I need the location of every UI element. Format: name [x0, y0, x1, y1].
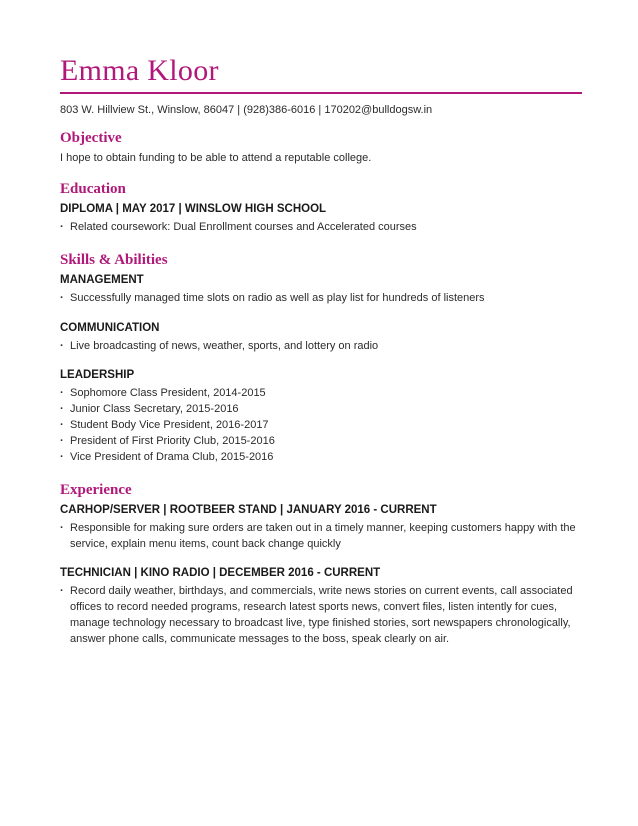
- list-item: · Responsible for making sure orders are taken out in a timely manner, keeping customers happy with the service, explain menu items, count back change quickly: [60, 520, 582, 552]
- list-item: · Successfully managed time slots on radio as well as play list for hundreds of listeners: [60, 290, 582, 306]
- objective-text: I hope to obtain funding to be able to attend a reputable college.: [60, 152, 372, 164]
- skill-bullets-communication: [60, 338, 582, 354]
- job-bullets-carhop: [60, 520, 582, 552]
- resume-page: [60, 50, 582, 647]
- objective-heading: Objective: [60, 130, 122, 146]
- skill-bullets-management: [60, 290, 582, 306]
- education-section: [60, 180, 582, 235]
- list-item: · Related coursework: Dual Enrollment courses and Accelerated courses: [60, 219, 582, 235]
- list-item: · President of First Priority Club, 2015-2016: [60, 433, 582, 449]
- skills-heading: Skills & Abilities: [60, 252, 168, 268]
- experience-heading: Experience: [60, 482, 132, 498]
- objective-section: [60, 129, 582, 165]
- education-heading: Education: [60, 181, 126, 197]
- list-item: · Student Body Vice President, 2016-2017: [60, 417, 582, 433]
- list-item: · Live broadcasting of news, weather, sports, and lottery on radio: [60, 338, 582, 354]
- candidate-name: Emma Kloor: [60, 54, 219, 87]
- skill-group-title-leadership: LEADERSHIP: [60, 369, 135, 381]
- job-bullets-technician: [60, 583, 582, 647]
- job-title-carhop: CARHOP/SERVER | ROOTBEER STAND | JANUARY 2016 - CURRENT: [60, 504, 437, 516]
- skill-group-title-communication: COMMUNICATION: [60, 322, 160, 334]
- education-bullets: [60, 219, 582, 235]
- skills-section: [60, 251, 582, 465]
- skill-bullets-leadership: [60, 385, 582, 465]
- job-title-technician: TECHNICIAN | KINO RADIO | DECEMBER 2016 - CURRENT: [60, 567, 381, 579]
- contact-info: 803 W. Hillview St., Winslow, 86047 | (928)386-6016 | 170202@bulldogsw.in: [60, 104, 433, 116]
- list-item: · Vice President of Drama Club, 2015-2016: [60, 449, 582, 465]
- education-entry-title: DIPLOMA | MAY 2017 | WINSLOW HIGH SCHOOL: [60, 203, 327, 215]
- list-item: · Sophomore Class President, 2014-2015: [60, 385, 582, 401]
- experience-section: [60, 481, 582, 647]
- list-item: · Record daily weather, birthdays, and commercials, write news stories on current events, call associated offices to record needed programs, research latest sports news, convert files, listen intently for cues, manage technology necessary to broadcast live, type finished stories, sort newspapers chronologically, answer phone calls, communicate messages to the boss, speak clearly on air.: [60, 583, 582, 647]
- list-item: · Junior Class Secretary, 2015-2016: [60, 401, 582, 417]
- header-divider: [60, 92, 582, 94]
- skill-group-title-management: MANAGEMENT: [60, 274, 144, 286]
